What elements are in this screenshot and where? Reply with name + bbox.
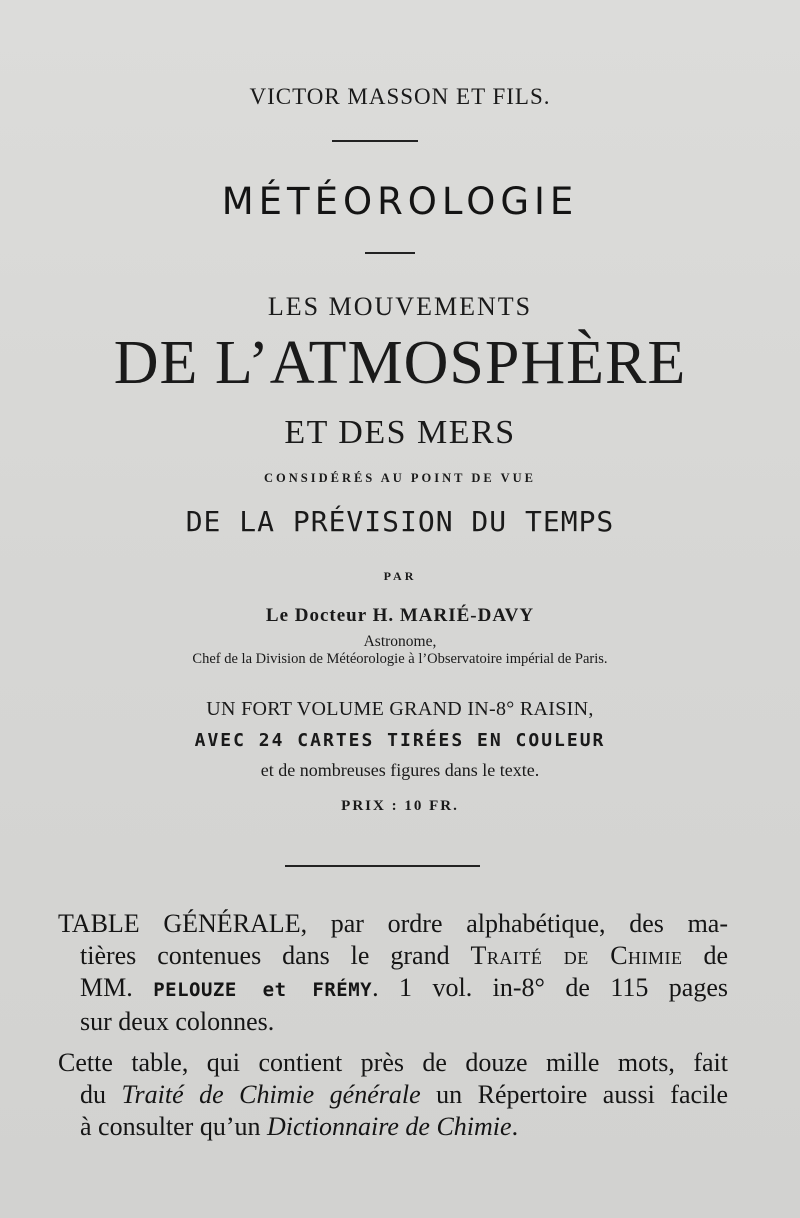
- book-title-line-3: ET DES MERS: [284, 414, 516, 451]
- notice-line: [58, 972, 728, 1006]
- notice-line: [58, 940, 728, 972]
- notice-line: [58, 1079, 728, 1111]
- notice-text: tières contenues dans le grand: [80, 941, 471, 970]
- divider-rule: [365, 252, 415, 254]
- notice-description: [58, 1047, 728, 1143]
- author-role: Astronome,: [363, 633, 437, 650]
- notice-table-generale: [58, 908, 728, 1038]
- work-title: Traité de Chimie: [470, 941, 683, 970]
- author-affiliation: Chef de la Division de Météorologie à l’Observatoire impérial de Paris.: [192, 651, 608, 667]
- author-name: Le Docteur H. MARIÉ-DAVY: [265, 605, 535, 626]
- book-subtitle: CONSIDÉRÉS AU POINT DE VUE: [263, 471, 537, 485]
- notice-text: de: [682, 941, 729, 970]
- publisher-name: VICTOR MASSON ET FILS.: [249, 84, 551, 109]
- authors-names: PELOUZE et FRÉMY: [153, 979, 373, 1001]
- work-title: Traité de Chimie générale: [121, 1080, 421, 1109]
- volume-description: UN FORT VOLUME GRAND IN-8° RAISIN,: [206, 698, 594, 720]
- price: PRIX : 10 FR.: [341, 798, 459, 814]
- divider-rule: [332, 140, 418, 142]
- notice-text: MM.: [80, 973, 154, 1002]
- plates-description: AVEC 24 CARTES TIRÉES EN COULEUR: [194, 730, 606, 751]
- work-title: Dictionnaire de Chimie: [267, 1112, 512, 1141]
- divider-rule: [285, 865, 480, 867]
- notice-line: TABLE GÉNÉRALE, par ordre alphabétique, des ma-: [58, 909, 728, 938]
- notice-text: .: [511, 1112, 519, 1141]
- notice-line: sur deux colonnes.: [80, 1007, 275, 1036]
- figures-description: et de nombreuses figures dans le texte.: [260, 760, 540, 780]
- section-heading: MÉTÉOROLOGIE: [221, 180, 579, 223]
- notice-line: [58, 1111, 728, 1143]
- notice-text: à consulter qu’un: [80, 1112, 268, 1141]
- notice-text: . 1 vol. in-8° de 115 pages: [372, 973, 728, 1002]
- book-subtitle-large: DE LA PRÉVISION DU TEMPS: [185, 505, 615, 538]
- book-title-line-2: DE L’ATMOSPHÈRE: [113, 329, 687, 397]
- notice-text: du: [80, 1080, 122, 1109]
- notice-line: Cette table, qui contient près de douze mille mots, fait: [58, 1048, 728, 1077]
- book-title-line-1: LES MOUVEMENTS: [267, 292, 533, 321]
- notice-text: un Répertoire aussi facile: [420, 1080, 729, 1109]
- by-label: PAR: [383, 569, 417, 583]
